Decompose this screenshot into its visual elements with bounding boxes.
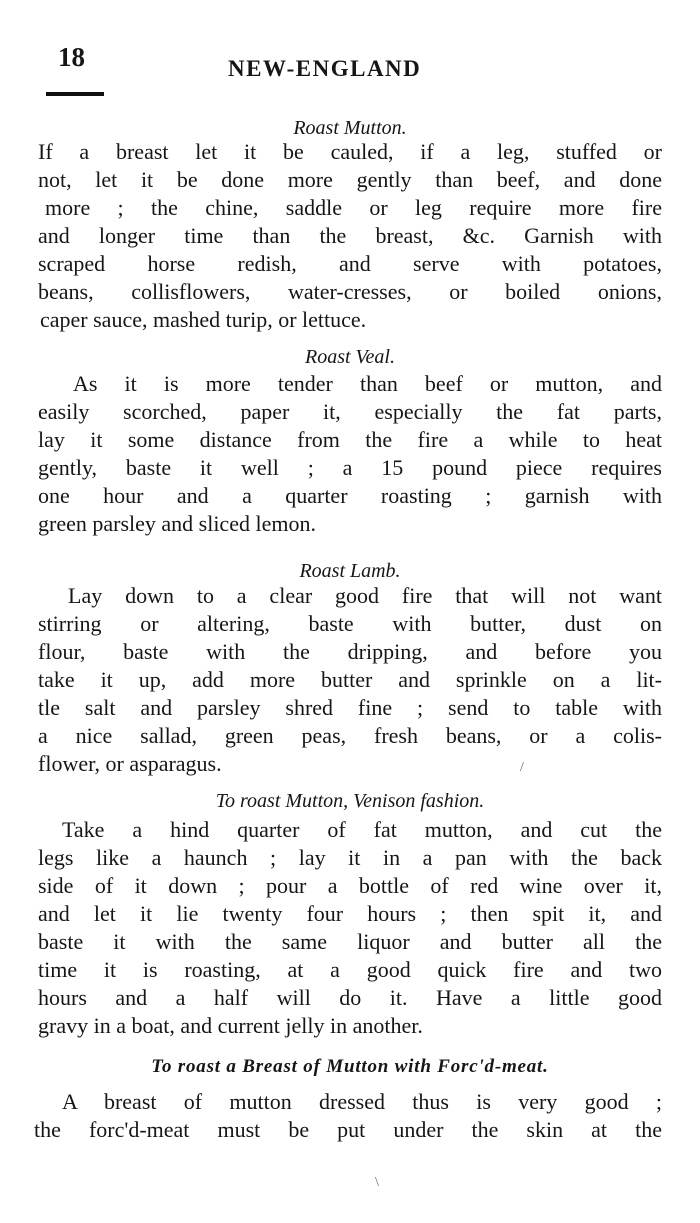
print-speck: \ [375, 1175, 379, 1190]
text-line: flour, baste with the dripping, and before you [38, 639, 662, 664]
text-line: stirring or altering, baste with butter, dust on [38, 611, 662, 636]
text-line: green parsley and sliced lemon. [38, 511, 316, 536]
text-line: beans, collisflowers, water-cresses, or boiled onions, [38, 279, 662, 304]
text-line: not, let it be done more gently than beef, and done [38, 167, 662, 192]
section-heading: To roast a Breast of Mutton with Forc'd-meat. [151, 1056, 549, 1077]
text-line: If a breast let it be cauled, if a leg, stuffed or [38, 139, 662, 164]
section-heading: Roast Lamb. [299, 560, 401, 582]
text-line: tle salt and parsley shred fine ; send to table with [38, 695, 662, 720]
text-line: a nice sallad, green peas, fresh beans, or a colis- [38, 723, 662, 748]
text-line: A breast of mutton dressed thus is very good ; [62, 1089, 662, 1114]
text-line: time it is roasting, at a good quick fire and two [38, 957, 662, 982]
text-line: and let it lie twenty four hours ; then spit it, and [38, 901, 662, 926]
section-heading: Roast Mutton. [293, 117, 407, 139]
text-line: baste it with the same liquor and butter all the [38, 929, 662, 954]
section-heading: To roast Mutton, Venison fashion. [215, 790, 485, 812]
text-line: Take a hind quarter of fat mutton, and cut the [62, 817, 662, 842]
text-line: legs like a haunch ; lay it in a pan with the back [38, 845, 662, 870]
text-line: the forc'd-meat must be put under the skin at the [34, 1117, 662, 1142]
print-speck: / [520, 760, 524, 775]
text-line: As it is more tender than beef or mutton, and [73, 371, 662, 396]
running-title: NEW-ENGLAND [228, 56, 422, 81]
page-number-rule [46, 92, 104, 96]
text-line: more ; the chine, saddle or leg require more fire [45, 195, 662, 220]
page-header [0, 42, 700, 92]
text-line: take it up, add more butter and sprinkle on a lit- [38, 667, 662, 692]
text-line: Lay down to a clear good fire that will not want [68, 583, 662, 608]
text-line: side of it down ; pour a bottle of red wine over it, [38, 873, 662, 898]
text-line: scraped horse redish, and serve with potatoes, [38, 251, 662, 276]
text-line: hours and a half will do it. Have a little good [38, 985, 662, 1010]
text-line: flower, or asparagus. [38, 751, 222, 776]
text-line: and longer time than the breast, &c. Garnish with [38, 223, 662, 248]
text-line: easily scorched, paper it, especially the fat parts, [38, 399, 662, 424]
text-line: caper sauce, mashed turip, or lettuce. [40, 307, 367, 332]
text-line: gently, baste it well ; a 15 pound piece requires [38, 455, 662, 480]
section-heading: Roast Veal. [305, 346, 395, 368]
text-line: one hour and a quarter roasting ; garnish with [38, 483, 662, 508]
text-line: lay it some distance from the fire a while to heat [38, 427, 662, 452]
text-line: gravy in a boat, and current jelly in another. [38, 1013, 423, 1038]
page-number: 18 [58, 42, 85, 72]
